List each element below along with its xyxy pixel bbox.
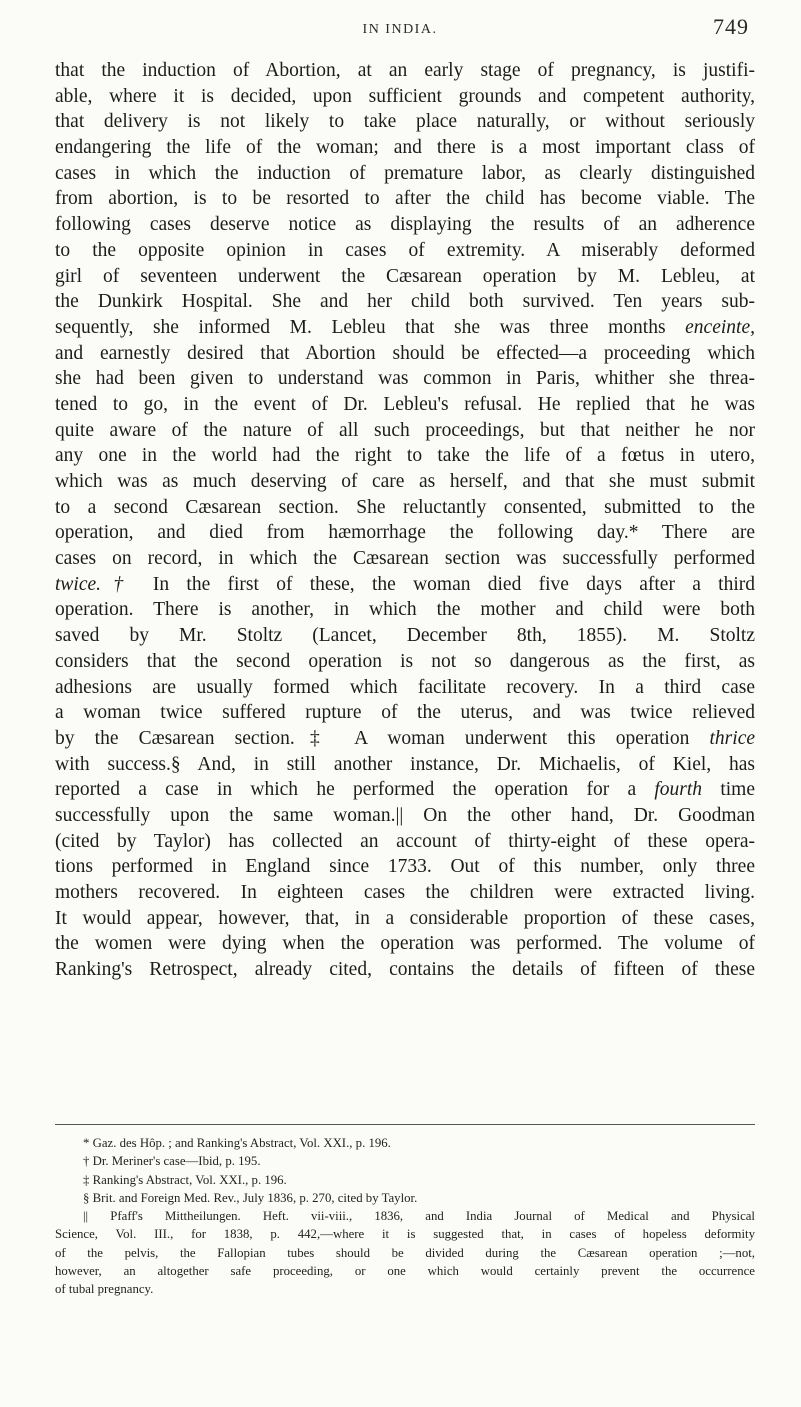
body-line — [55, 572, 755, 598]
body-segment: reported a case in which he performed the operation for a — [55, 779, 655, 801]
body-line: saved by Mr. Stoltz (Lancet, December 8th, 1855). M. Stoltz — [55, 625, 755, 647]
body-line: operation. There is another, in which the mother and child were both — [55, 599, 755, 621]
footnote: * Gaz. des Hôp. ; and Ranking's Abstract, Vol. XXI., p. 196. — [83, 1136, 391, 1150]
footnote-continuation: Science, Vol. III., for 1838, p. 442,—where it is suggested that, in cases of hopeless deformity — [55, 1227, 755, 1242]
body-line: able, where it is decided, upon sufficient grounds and competent authority, — [55, 85, 755, 107]
body-line — [55, 777, 755, 803]
body-line: cases in which the induction of premature labor, as clearly distinguished — [55, 162, 755, 184]
body-line: It would appear, however, that, in a considerable proportion of these cases, — [55, 907, 755, 929]
body-line: any one in the world had the right to take the life of a fœtus in utero, — [55, 445, 755, 467]
footnote-rule — [55, 1124, 755, 1125]
footnote-continuation: of tubal pregnancy. — [55, 1282, 154, 1297]
body-line: following cases deserve notice as displaying the results of an adherence — [55, 214, 755, 236]
body-line: and earnestly desired that Abortion should be effected—a proceeding which — [55, 342, 755, 364]
body-line: considers that the second operation is not so dangerous as the first, as — [55, 650, 755, 672]
body-line: to the opposite opinion in cases of extremity. A miserably deformed — [55, 239, 755, 261]
body-text — [55, 58, 755, 983]
body-line: a woman twice suffered rupture of the uterus, and was twice relieved — [55, 702, 755, 724]
body-line: quite aware of the nature of all such proceedings, but that neither he nor — [55, 419, 755, 441]
footnotes — [55, 1134, 755, 1299]
footnote-continuation: of the pelvis, the Fallopian tubes should be divided during the Cæsarean operation ;—not, — [55, 1245, 755, 1260]
body-line: girl of seventeen underwent the Cæsarean operation by M. Lebleu, at — [55, 265, 755, 287]
body-line — [55, 315, 755, 341]
body-line: (cited by Taylor) has collected an account of thirty-eight of these opera- — [55, 830, 755, 852]
body-line: operation, and died from hæmorrhage the following day.* There are — [55, 522, 755, 544]
body-line: that delivery is not likely to take place naturally, or without seriously — [55, 111, 755, 133]
body-line: endangering the life of the woman; and there is a most important class of — [55, 137, 755, 159]
body-line: tened to go, in the event of Dr. Lebleu's refusal. He replied that he was — [55, 393, 755, 415]
footnote: § Brit. and Foreign Med. Rev., July 1836, p. 270, cited by Taylor. — [83, 1190, 418, 1205]
page-number: 749 — [713, 14, 749, 39]
italic-word: twice.† — [55, 573, 136, 595]
body-line: from abortion, is to be resorted to after the child has become viable. The — [55, 188, 755, 210]
italic-word: fourth — [654, 779, 703, 801]
body-segment: time — [702, 779, 755, 801]
footnote: † Dr. Meriner's case—Ibid, p. 195. — [83, 1154, 261, 1169]
body-line: adhesions are usually formed which facilitate recovery. In a third case — [55, 676, 755, 698]
italic-word: thrice — [709, 727, 755, 749]
body-line: which was as much deserving of care as herself, and that she must submit — [55, 471, 755, 492]
body-line: Ranking's Retrospect, already cited, contains the details of fifteen of these — [55, 959, 755, 981]
body-line — [55, 726, 755, 752]
body-line: successfully upon the same woman.|| On the other hand, Dr. Goodman — [55, 804, 755, 826]
body-line: she had been given to understand was common in Paris, whither she threa- — [55, 368, 755, 390]
body-line: that the induction of Abortion, at an early stage of pregnancy, is justifi- — [55, 60, 755, 81]
footnote: ‡ Ranking's Abstract, Vol. XXI., p. 196. — [83, 1172, 287, 1187]
body-line: the Dunkirk Hospital. She and her child both survived. Ten years sub- — [55, 291, 755, 313]
body-segment: sequently, she informed M. Lebleu that she was three months — [55, 316, 686, 338]
body-line: tions performed in England since 1733. Out of this number, only three — [55, 856, 755, 878]
body-segment: by the Cæsarean section.‡ A woman underwent this operation — [55, 727, 710, 749]
body-line: cases on record, in which the Cæsarean section was successfully performed — [55, 548, 755, 570]
footnote-continuation: however, an altogether safe proceeding, or one which would certainly prevent the occurrence — [55, 1264, 755, 1279]
body-line: to a second Cæsarean section. She reluctantly consented, submitted to the — [55, 496, 755, 518]
running-head: IN INDIA. — [362, 22, 438, 37]
body-line: the women were dying when the operation was performed. The volume of — [55, 933, 755, 955]
body-line: mothers recovered. In eighteen cases the children were extracted living. — [55, 882, 755, 903]
body-segment: In the first of these, the woman died five days after a third — [152, 573, 755, 595]
footnote: || Pfaff's Mittheilungen. Heft. vii-viii., 1836, and India Journal of Medical and Physical — [83, 1209, 755, 1224]
italic-word: enceinte, — [685, 316, 755, 338]
body-line: with success.§ And, in still another instance, Dr. Michaelis, of Kiel, has — [55, 753, 755, 775]
